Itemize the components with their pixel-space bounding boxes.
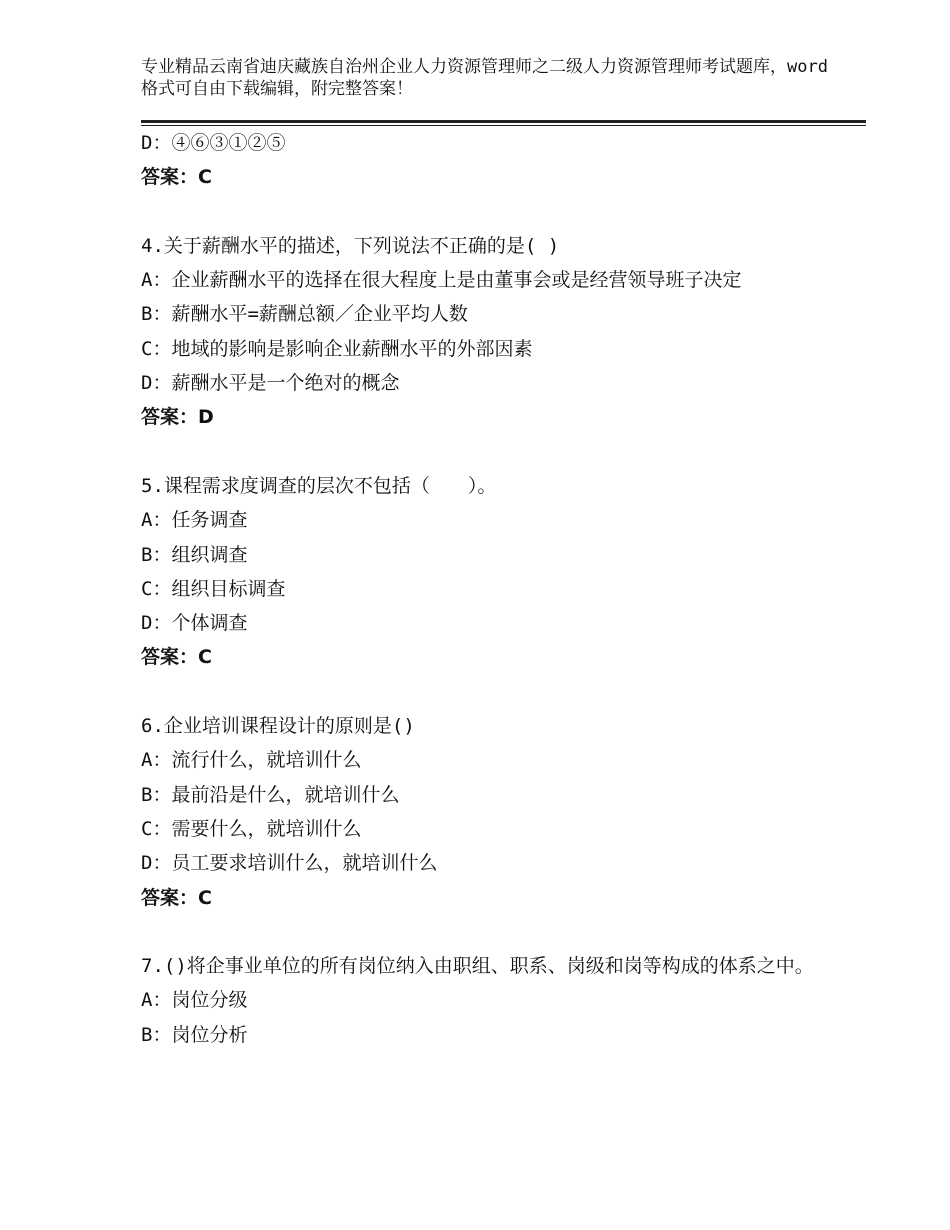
option-d: D：薪酬水平是一个绝对的概念	[141, 372, 400, 395]
option-b: B：岗位分析	[141, 1023, 248, 1046]
spacer	[141, 675, 821, 709]
option-b: B：薪酬水平=薪酬总额／企业平均人数	[141, 303, 468, 326]
option-a: A：流行什么，就培训什么	[141, 749, 362, 772]
spacer	[141, 195, 821, 229]
question-stem: 7.()将企事业单位的所有岗位纳入由职组、职系、岗级和岗等构成的体系之中。	[141, 955, 814, 978]
option-a: A：岗位分级	[141, 989, 248, 1012]
answer-line: 答案：C	[141, 166, 212, 189]
spacer	[141, 435, 821, 469]
question-6	[141, 709, 821, 915]
option-a: A：企业薪酬水平的选择在很大程度上是由董事会或是经营领导班子决定	[141, 269, 742, 292]
question-stem: 5.课程需求度调查的层次不包括（ ）。	[141, 474, 497, 497]
option-c: C：组织目标调查	[141, 577, 286, 600]
question-3-tail	[141, 126, 821, 195]
answer-line: 答案：C	[141, 886, 212, 909]
option-d: D：员工要求培训什么，就培训什么	[141, 852, 438, 875]
question-list	[141, 126, 821, 1052]
question-4	[141, 229, 821, 435]
option-c: C：需要什么，就培训什么	[141, 817, 362, 840]
page-header: 专业精品云南省迪庆藏族自治州企业人力资源管理师之二级人力资源管理师考试题库，word格式可自由下载编辑，附完整答案！	[141, 57, 828, 99]
option-b: B：组织调查	[141, 543, 248, 566]
question-stem: 4.关于薪酬水平的描述，下列说法不正确的是( )	[141, 234, 560, 257]
answer-line: 答案：D	[141, 406, 214, 429]
header-divider	[141, 120, 866, 123]
option-a: A：任务调查	[141, 509, 248, 532]
option-b: B：最前沿是什么，就培训什么	[141, 783, 400, 806]
option-d: D：个体调查	[141, 612, 248, 635]
option-d: D：④⑥③①②⑤	[141, 132, 286, 154]
question-5	[141, 469, 821, 675]
spacer	[141, 915, 821, 949]
question-stem: 6.企业培训课程设计的原则是()	[141, 715, 415, 738]
option-c: C：地域的影响是影响企业薪酬水平的外部因素	[141, 337, 533, 360]
answer-line: 答案：C	[141, 646, 212, 669]
question-7	[141, 949, 821, 1052]
